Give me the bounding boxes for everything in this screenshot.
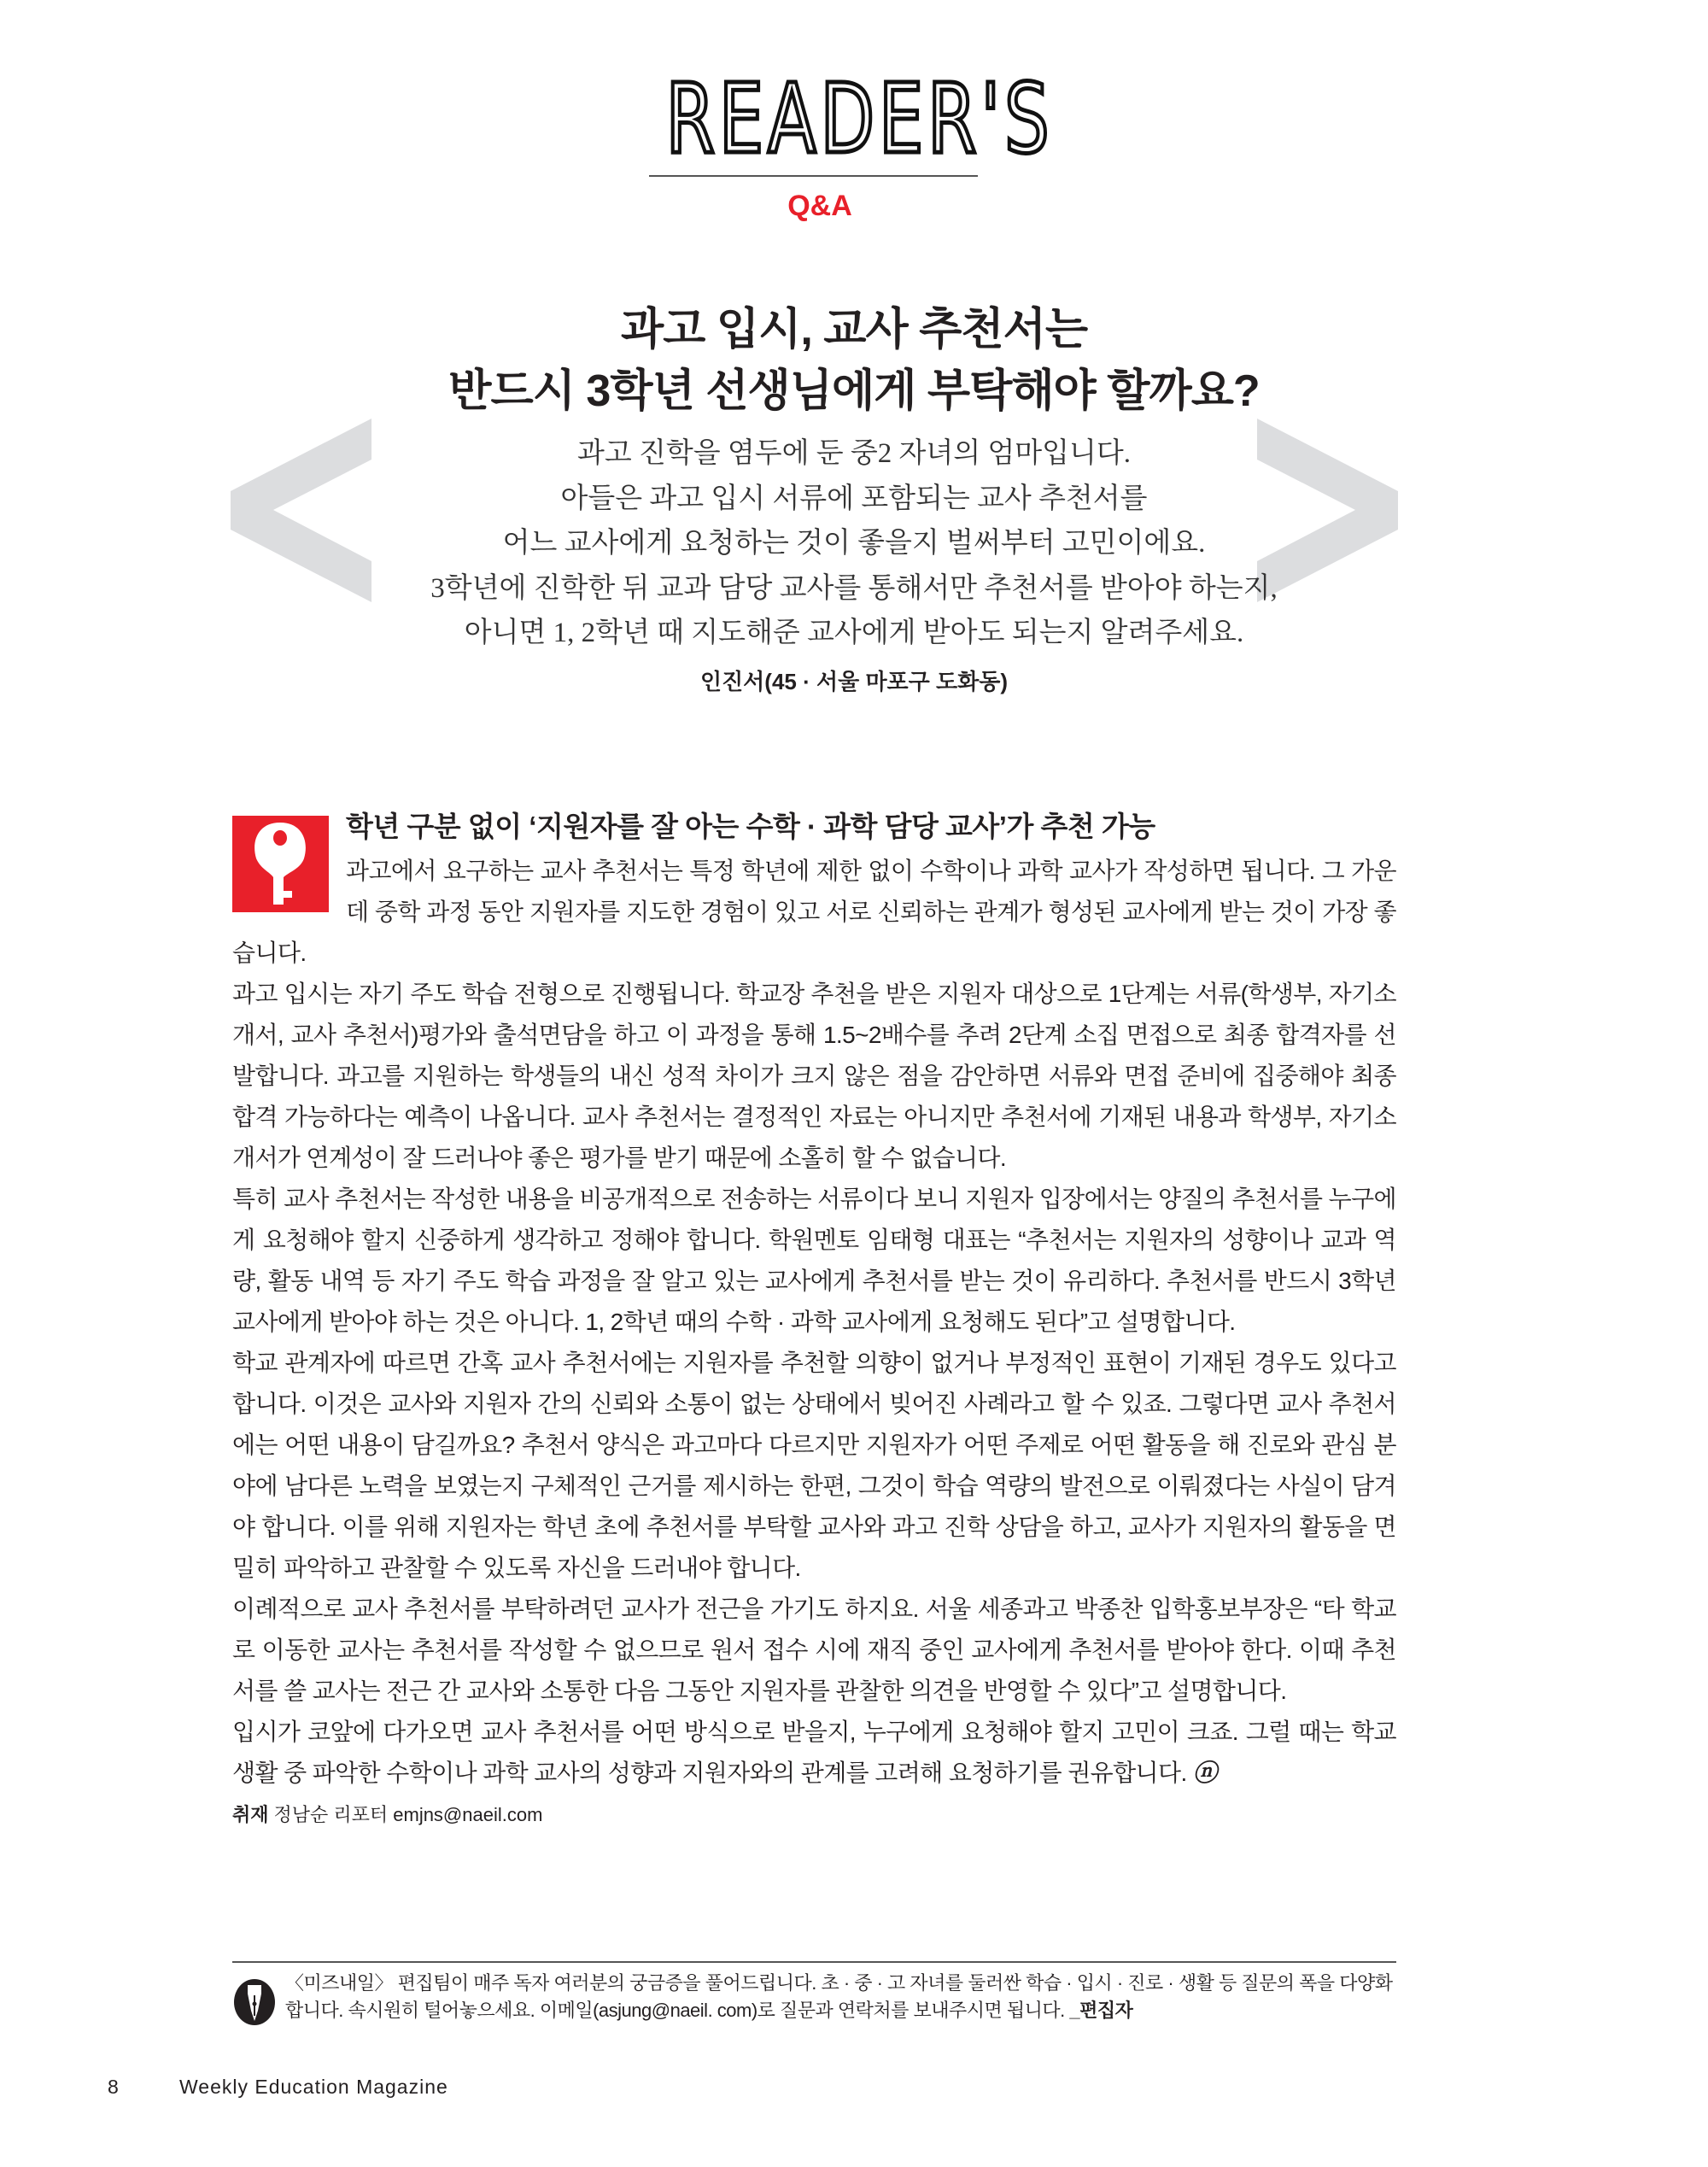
fountain-pen-icon xyxy=(232,1978,277,2026)
answer-paragraph: 이례적으로 교사 추천서를 부탁하려던 교사가 전근을 가기도 하지요. 서울 세종과고 박종찬 입학홍보부장은 “타 학교로 이동한 교사는 추천서를 작성할 수 없으므로 원서 접수 시에 재직 중인 교사에게 추천서를 받아야 한다. 이때 추천서를 쓸 교사는 전근 간 교사와 소통한 다음 그동안 지원자를 관찰한 의견을 반영할 수 있다”고 설명합니다. xyxy=(232,1596,1396,1704)
page-number: 8 xyxy=(108,2076,119,2098)
title-line: 반드시 3학년 선생님에게 부탁해야 할까요? xyxy=(448,366,1260,416)
footer-divider xyxy=(232,1961,1396,1963)
magazine-name: Weekly Education Magazine xyxy=(179,2076,448,2098)
editor-notice xyxy=(285,1970,1404,2024)
section-label: Q&A xyxy=(787,190,852,222)
page-title xyxy=(256,299,1452,422)
answer-paragraph: 학교 관계자에 따르면 간혹 교사 추천서에는 지원자를 추천할 의향이 없거나 부정적인 표현이 기재된 경우도 있다고 합니다. 이것은 교사와 지원자 간의 신뢰와 소통이 없는 상태에서 빚어진 사례라고 할 수 있죠. 그렇다면 교사 추천서에는 어떤 내용이 담길까요? 추천서 양식은 과고마다 다르지만 지원자가 어떤 주제로 어떤 활동을 해 진로와 관심 분야에 남다른 노력을 보였는지 구체적인 근거를 제시하는 한편, 그것이 학습 역량의 발전으로 이뤄졌다는 사실이 담겨야 합니다. 이를 위해 지원자는 학년 초에 추천서를 부탁할 교사와 과고 진학 상담을 하고, 교사가 지원자의 활동을 면밀히 파악하고 관찰할 수 있도록 자신을 드러내야 합니다. xyxy=(232,1350,1396,1581)
question-line: 3학년에 진학한 뒤 교과 담당 교사를 통해서만 추천서를 받아야 하는지, xyxy=(430,572,1278,604)
keyhole-icon xyxy=(232,816,329,912)
end-mark-icon: ⓝ xyxy=(1192,1760,1217,1786)
question-line: 과고 진학을 염두에 둔 중2 자녀의 엄마입니다. xyxy=(576,438,1132,469)
credit-label: 취재 xyxy=(232,1804,269,1825)
notice-signature: _편집자 xyxy=(1069,2000,1133,2021)
credit-text: 정남순 리포터 emjns@naeil.com xyxy=(273,1804,543,1825)
answer-heading: 학년 구분 없이 ‘지원자를 잘 아는 수학 · 과학 담당 교사’가 추천 가능 xyxy=(346,811,1155,842)
readers-logo: READER'S xyxy=(665,64,1054,175)
answer-paragraph: 과고 입시는 자기 주도 학습 전형으로 진행됩니다. 학교장 추천을 받은 지원자 대상으로 1단계는 서류(학생부, 자기소개서, 교사 추천서)평가와 출석면담을 하고 이 과정을 통해 1.5~2배수를 추려 2단계 소집 면접으로 최종 합격자를 선발합니다. 과고를 지원하는 학생들의 내신 성적 차이가 크지 않은 점을 감안하면 서류와 면접 준비에 집중해야 최종 합격 가능하다는 예측이 나옵니다. 교사 추천서는 결정적인 자료는 아니지만 추천서에 기재된 내용과 학생부, 자기소개서가 연계성이 잘 드러나야 좋은 평가를 받기 때문에 소홀히 할 수 없습니다. xyxy=(232,981,1396,1171)
left-chevron-icon xyxy=(231,419,371,602)
reporter-credit xyxy=(232,1801,542,1827)
logo-divider xyxy=(649,175,978,177)
answer-paragraph: 과고에서 요구하는 교사 추천서는 특정 학년에 제한 없이 수학이나 과학 교사가 작성하면 됩니다. 그 가운데 중학 과정 동안 지원자를 지도한 경험이 있고 서로 신뢰하는 관계가 형성된 교사에게 받는 것이 가장 좋습니다. xyxy=(232,858,1396,966)
question-line: 아들은 과고 입시 서류에 포함되는 교사 추천서를 xyxy=(560,483,1148,514)
answer-paragraph: 특히 교사 추천서는 작성한 내용을 비공개적으로 전송하는 서류이다 보니 지원자 입장에서는 양질의 추천서를 누구에게 요청해야 할지 신중하게 생각하고 정해야 합니다. 학원멘토 임태형 대표는 “추천서는 지원자의 성향이나 교과 역량, 활동 내역 등 자기 주도 학습 과정을 잘 알고 있는 교사에게 추천서를 받는 것이 유리하다. 추천서를 반드시 3학년 교사에게 받아야 하는 것은 아니다. 1, 2학년 때의 수학 · 과학 교사에게 요청해도 된다”고 설명합니다. xyxy=(232,1186,1396,1335)
answer-paragraph-last xyxy=(232,1712,1396,1794)
question-line: 아니면 1, 2학년 때 지도해준 교사에게 받아도 되는지 알려주세요. xyxy=(464,618,1244,648)
answer-paragraph-text: 입시가 코앞에 다가오면 교사 추천서를 어떤 방식으로 받을지, 누구에게 요청해야 할지 고민이 크죠. 그럴 때는 학교생활 중 파악한 수학이나 과학 교사의 성향과 지원자와의 관계를 고려해 요청하기를 권유합니다. xyxy=(232,1719,1396,1786)
question-line: 어느 교사에게 요청하는 것이 좋을지 벌써부터 고민이에요. xyxy=(502,528,1206,559)
answer-section xyxy=(232,803,1396,1794)
reader-question xyxy=(359,431,1349,656)
notice-text: 〈미즈내일〉 편집팀이 매주 독자 여러분의 궁금증을 풀어드립니다. 초 · 중 · 고 자녀를 둘러싼 학습 · 입시 · 진로 · 생활 등 질문의 폭을 다양화합니다. 속시원히 털어놓으세요. 이메일(asjung@naeil. com)로 질문과 연락처를 보내주시면 됩니다. xyxy=(285,1972,1393,2021)
question-asker: 인진서(45 · 서울 마포구 도화동) xyxy=(699,669,1009,694)
title-line: 과고 입시, 교사 추천서는 xyxy=(620,305,1088,354)
